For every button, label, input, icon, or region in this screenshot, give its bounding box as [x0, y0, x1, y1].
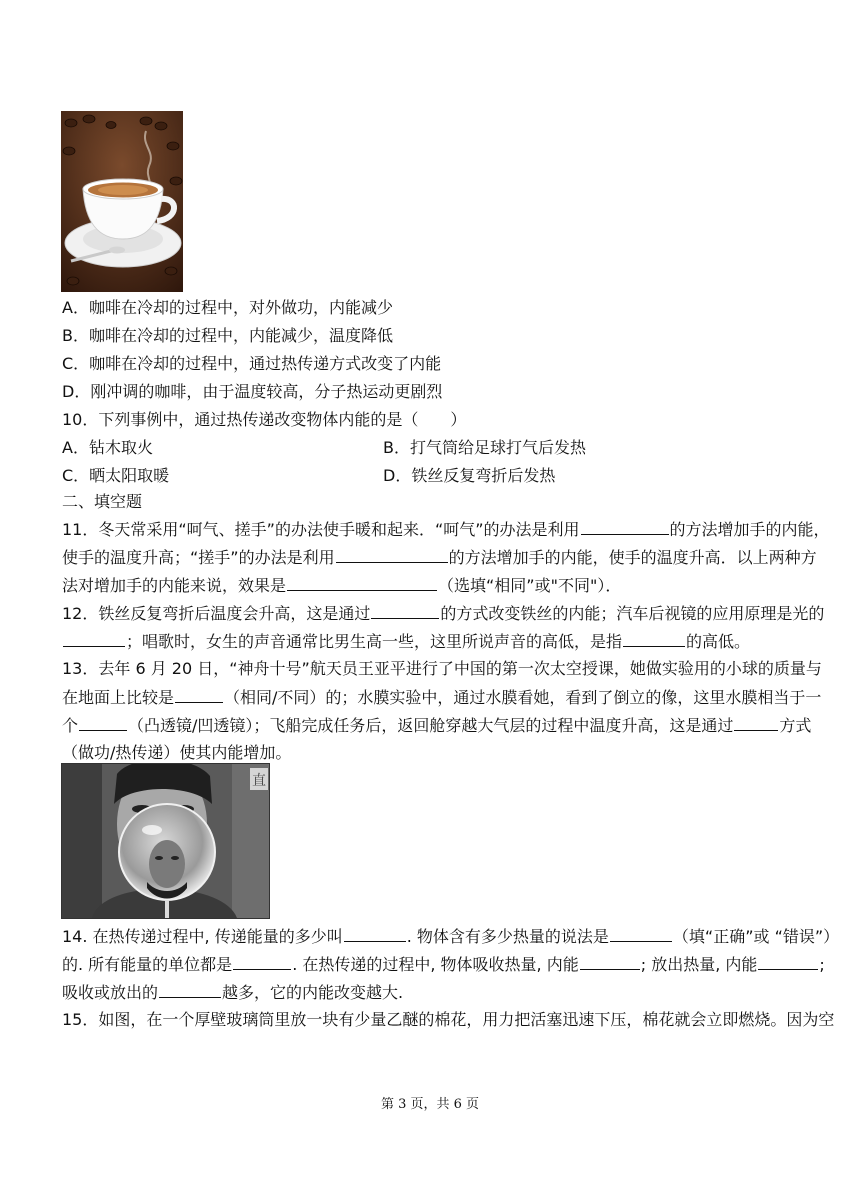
q11-text-1a: 11．冬天常采用“呵气、搓手”的办法使手暖和起来．“呵气”的办法是利用 [62, 520, 580, 539]
q9-option-d: D．刚冲调的咖啡，由于温度较高，分子热运动更剧烈 [62, 382, 443, 401]
q14-text-1a: 14. 在热传递过程中, 传递能量的多少叫 [62, 927, 343, 946]
q13-text-3a: 个 [62, 716, 79, 735]
answer-blank[interactable] [610, 925, 672, 942]
q11-line-2 [62, 546, 817, 569]
page-footer: 第 3 页，共 6 页 [380, 1097, 480, 1112]
q14-text-2a: 的. 所有能量的单位都是 [62, 955, 233, 974]
q10-option-b: B．打气筒给足球打气后发热 [383, 438, 586, 457]
q13-line-4: （做功/热传递）使其内能增加。 [62, 743, 292, 762]
answer-blank[interactable] [580, 953, 640, 970]
q12-text-2a: ；唱歌时，女生的声音通常比男生高一些，这里所说声音的高低，是指 [126, 632, 623, 651]
q11-text-3a: 法对增加手的内能来说，效果是 [62, 576, 287, 595]
q14-text-2d: ; [819, 955, 825, 974]
q9-option-a: A．咖啡在冷却的过程中，对外做功，内能减少 [62, 298, 393, 317]
answer-blank[interactable] [758, 953, 818, 970]
q10-stem: 10．下列事例中，通过热传递改变物体内能的是（ ） [62, 410, 467, 429]
q14-line-3 [62, 981, 403, 1004]
q14-line-1 [62, 925, 839, 948]
coffee-image [61, 111, 183, 292]
q14-text-1c: （填“正确”或 “错误”） [672, 927, 840, 946]
q11-text-2a: 使手的温度升高；“搓手”的办法是利用 [62, 548, 335, 567]
q14-text-2b: . 在热传递的过程中, 物体吸收热量, 内能 [292, 955, 579, 974]
answer-blank[interactable] [233, 953, 291, 970]
answer-blank[interactable] [63, 630, 125, 647]
answer-blank[interactable] [336, 546, 448, 563]
q12-text-1a: 12．铁丝反复弯折后温度会升高，这是通过 [62, 604, 371, 623]
q12-line-1 [62, 602, 824, 625]
answer-blank[interactable] [371, 602, 439, 619]
q13-line-3 [62, 714, 811, 737]
answer-blank[interactable] [175, 686, 223, 703]
q9-option-b: B．咖啡在冷却的过程中，内能减少，温度降低 [62, 326, 393, 345]
answer-blank[interactable] [159, 981, 221, 998]
q13-line-1: 13．去年 6 月 20 日，“神舟十号”航天员王亚平进行了中国的第一次太空授课，她做实验用的小球的质量与 [62, 659, 822, 678]
astronaut-corner-text: 直 [252, 773, 266, 789]
answer-blank[interactable] [344, 925, 406, 942]
q12-text-1b: 的方式改变铁丝的内能；汽车后视镜的应用原理是光的 [440, 604, 825, 623]
q11-text-2b: 的方法增加手的内能，使手的温度升高．以上两种方 [448, 548, 817, 567]
q10-option-d: D．铁丝反复弯折后发热 [383, 466, 556, 485]
q9-option-c: C．咖啡在冷却的过程中，通过热传递方式改变了内能 [62, 354, 442, 373]
answer-blank[interactable] [623, 630, 685, 647]
q12-text-2b: 的高低。 [686, 632, 751, 651]
q14-line-2 [62, 953, 825, 976]
answer-blank[interactable] [287, 574, 437, 591]
q10-option-c: C．晒太阳取暖 [62, 466, 170, 485]
q11-line-3 [62, 574, 621, 597]
q14-text-3b: 越多，它的内能改变越大. [222, 983, 404, 1002]
q11-line-1 [62, 518, 830, 541]
answer-blank[interactable] [734, 714, 778, 731]
q14-text-1b: . 物体含有多少热量的说法是 [406, 927, 609, 946]
q10-option-a: A．钻木取火 [62, 438, 153, 457]
q13-text-2a: 在地面上比较是 [62, 688, 175, 707]
q14-text-2c: ; 放出热量, 内能 [640, 955, 758, 974]
q13-line-2 [62, 686, 821, 709]
section-title: 二、填空题 [62, 492, 143, 511]
q14-text-3a: 吸收或放出的 [62, 983, 159, 1002]
q15-line-1: 15．如图，在一个厚壁玻璃筒里放一块有少量乙醚的棉花，用力把活塞迅速下压，棉花就会立即燃烧。因为空 [62, 1010, 835, 1029]
q11-text-1b: 的方法增加手的内能， [669, 520, 830, 539]
q13-text-2b: （相同/不同）的；水膜实验中，通过水膜看她，看到了倒立的像，这里水膜相当于一 [224, 688, 822, 707]
q11-text-3b: （选填“相同”或"不同"）． [438, 576, 622, 595]
q13-text-3b: （凸透镜/凹透镜）；飞船完成任务后，返回舱穿越大气层的过程中温度升高，这是通过 [128, 716, 734, 735]
answer-blank[interactable] [581, 518, 669, 535]
q12-line-2 [62, 630, 750, 653]
answer-blank[interactable] [79, 714, 127, 731]
q13-text-3c: 方式 [779, 716, 812, 735]
astronaut-image [61, 763, 270, 919]
